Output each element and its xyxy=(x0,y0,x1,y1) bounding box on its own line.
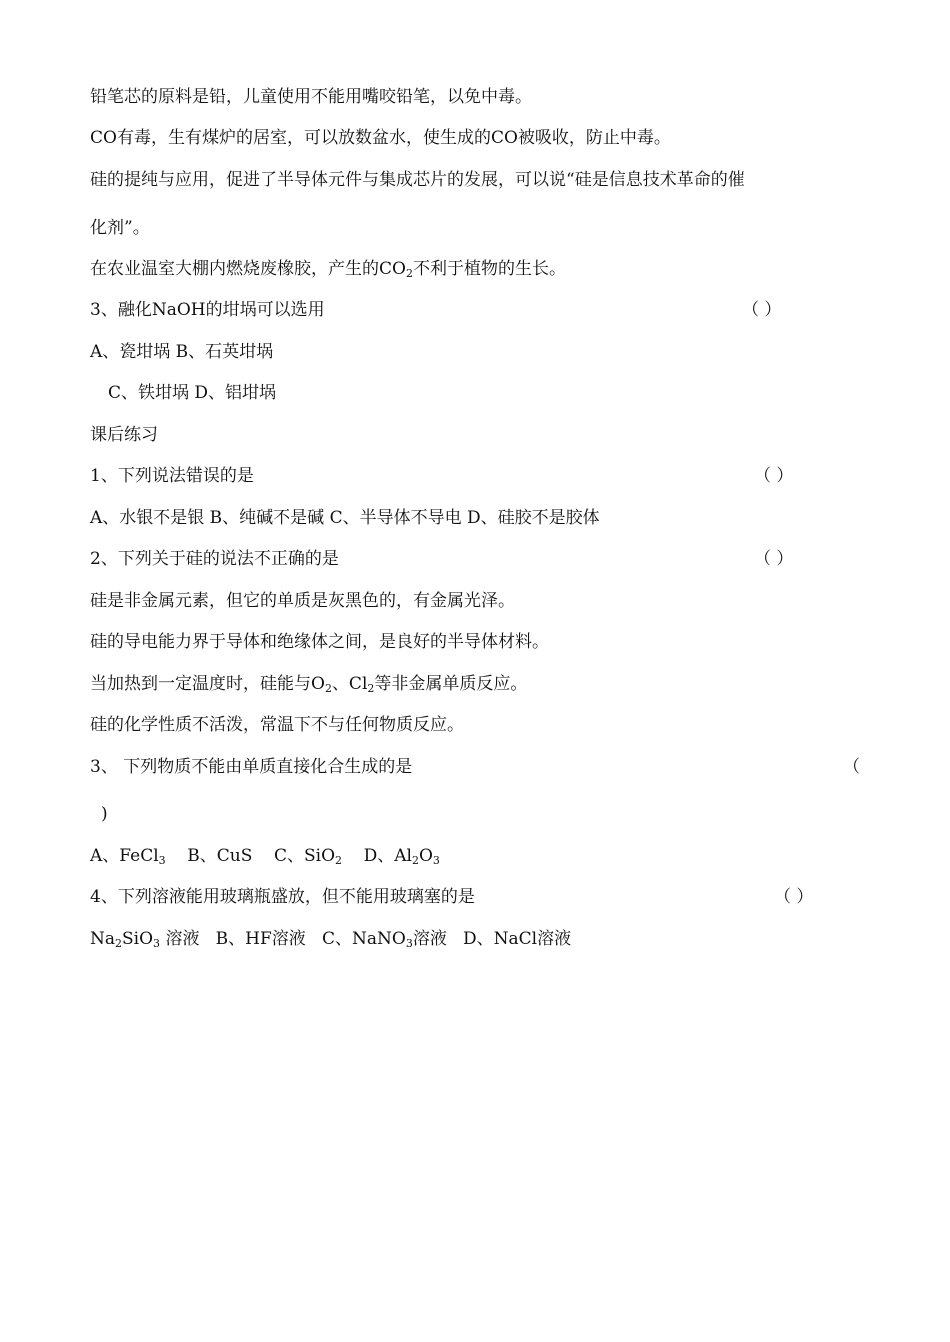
text-segment: 在农业温室大棚内燃烧废橡胶，产生的CO xyxy=(90,259,406,279)
text-line: 硅的提纯与应用，促进了半导体元件与集成芯片的发展，可以说“硅是信息技术革命的催 xyxy=(90,170,745,190)
text-segment: 当加热到一定温度时，硅能与O xyxy=(90,674,325,694)
subscript: 2 xyxy=(411,854,419,867)
text-line: 硅是非金属元素，但它的单质是灰黑色的，有金属光泽。 xyxy=(90,591,515,611)
subscript: 3 xyxy=(158,854,166,867)
question-2-stem: 2、下列关于硅的说法不正确的是 xyxy=(90,549,339,569)
text-segment: 、Cl xyxy=(331,674,368,694)
subscript: 3 xyxy=(432,854,440,867)
subscript: 2 xyxy=(115,937,123,950)
answer-blank: （ ） xyxy=(754,549,794,569)
section-heading: 课后练习 xyxy=(90,425,158,445)
question-4-stem: 4、下列溶液能用玻璃瓶盛放，但不能用玻璃塞的是 xyxy=(90,887,475,907)
text-line: 硅的化学性质不活泼，常温下不与任何物质反应。 xyxy=(90,715,464,735)
question-options xyxy=(90,928,571,950)
answer-blank: （ ） xyxy=(742,300,782,320)
question-1-stem: 1、下列说法错误的是 xyxy=(90,466,254,486)
text-segment: 溶液 B、HF溶液 C、NaNO xyxy=(160,929,406,949)
answer-blank-close: ) xyxy=(101,804,108,824)
subscript: 3 xyxy=(153,937,161,950)
question-options: A、水银不是银 B、纯碱不是碱 C、半导体不导电 D、硅胶不是胶体 xyxy=(90,508,600,528)
text-segment: 等非金属单质反应。 xyxy=(374,674,528,694)
text-segment: O xyxy=(418,846,433,866)
answer-blank: （ xyxy=(843,757,860,777)
text-line: 硅的导电能力界于导体和绝缘体之间，是良好的半导体材料。 xyxy=(90,632,549,652)
answer-blank: （ ） xyxy=(774,887,814,907)
text-line: 化剂”。 xyxy=(90,218,150,238)
text-line: CO有毒，生有煤炉的居室，可以放数盆水，使生成的CO被吸收，防止中毒。 xyxy=(90,128,671,148)
subscript: 2 xyxy=(405,267,413,280)
text-segment: 不利于植物的生长。 xyxy=(412,259,566,279)
subscript: 2 xyxy=(367,682,375,695)
question-options: A、瓷坩埚 B、石英坩埚 xyxy=(90,342,274,362)
text-line xyxy=(90,258,566,280)
text-line xyxy=(90,673,527,695)
text-line: 铅笔芯的原料是铅，儿童使用不能用嘴咬铅笔，以免中毒。 xyxy=(90,87,532,107)
question-options: C、铁坩埚 D、铝坩埚 xyxy=(108,383,277,403)
question-options xyxy=(90,845,440,867)
text-segment: A、FeCl xyxy=(90,846,159,866)
text-segment: B、CuS C、SiO xyxy=(165,846,336,866)
answer-blank: （ ） xyxy=(754,466,794,486)
subscript: 2 xyxy=(324,682,332,695)
text-segment: D、Al xyxy=(342,846,412,866)
text-segment: Na xyxy=(90,929,116,949)
question-3-stem: 3、融化NaOH的坩埚可以选用 xyxy=(90,300,325,320)
text-segment: 溶液 D、NaCl溶液 xyxy=(412,929,572,949)
question-3-stem: 3、 下列物质不能由单质直接化合生成的是 xyxy=(90,757,413,777)
text-segment: SiO xyxy=(122,929,154,949)
subscript: 3 xyxy=(405,937,413,950)
subscript: 2 xyxy=(335,854,343,867)
